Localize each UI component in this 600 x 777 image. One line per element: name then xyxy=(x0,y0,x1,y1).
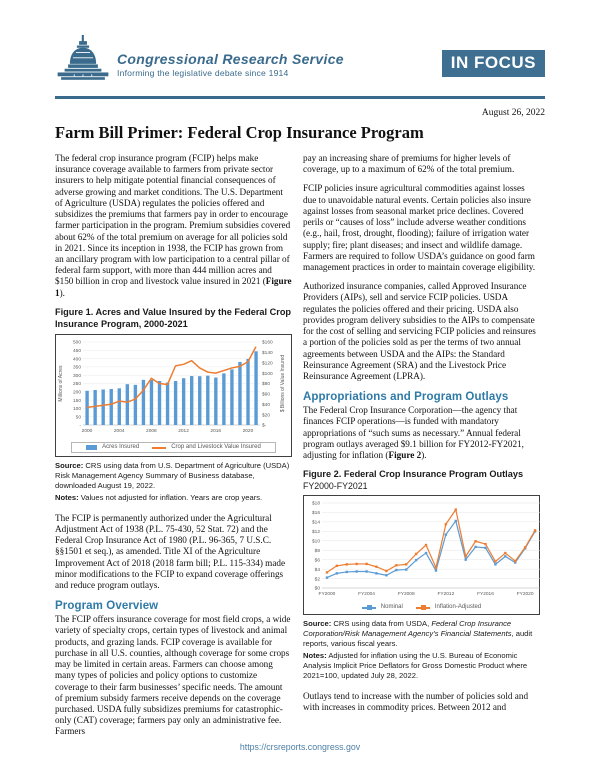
figure1-notes: Notes: Values not adjusted for inflation. Years are crop years. xyxy=(55,492,263,502)
svg-text:$6: $6 xyxy=(314,558,320,564)
svg-text:$100: $100 xyxy=(262,371,273,377)
inflation-adjusted-swatch-icon xyxy=(416,607,430,609)
svg-text:450: 450 xyxy=(72,348,81,354)
svg-text:100: 100 xyxy=(72,406,81,412)
svg-text:$-: $- xyxy=(262,423,267,429)
svg-text:$0: $0 xyxy=(314,586,320,592)
svg-text:2008: 2008 xyxy=(146,428,157,434)
acres-insured-swatch-icon xyxy=(86,445,97,450)
svg-text:2012: 2012 xyxy=(178,428,189,434)
svg-text:$60: $60 xyxy=(262,392,271,398)
figure2-notes: Notes: Adjusted for inflation using the U.S. Bureau of Economic Analysis Implicit Price Deflators for Gross Domestic Product where 2021=100, updated July 28, 2022. xyxy=(303,651,528,680)
svg-text:FY2004: FY2004 xyxy=(358,591,375,597)
svg-text:300: 300 xyxy=(72,373,81,379)
right-column xyxy=(303,153,540,746)
nominal-swatch-icon xyxy=(362,607,376,609)
figure2-subtitle: FY2000-FY2021 xyxy=(303,481,368,492)
in-focus-badge: IN FOCUS xyxy=(442,50,545,77)
legend-label-acres: Acres Insured xyxy=(102,443,140,450)
section-heading-program-overview: Program Overview xyxy=(55,600,159,613)
covered-perils-paragraph: FCIP policies insure agricultural commodities against losses due to unavoidable natural events. Certain policies also insure against losses from seasonal market price declines. Covered perils or “causes of loss” include adverse weather conditions (e.g., hail, frost, drought, flooding); failure of irrigation water supply; fire; plant diseases; and insect and wildlife damage. Farmers are required to follow USDA’s guidance on good farm management practices in order to maintain coverage eligibility. xyxy=(303,183,536,272)
svg-text:$80: $80 xyxy=(262,381,271,387)
figure1-reference: Figure 1 xyxy=(55,276,292,298)
svg-text:$14: $14 xyxy=(311,520,320,526)
svg-text:$10: $10 xyxy=(311,539,320,545)
left-column xyxy=(55,153,292,746)
svg-text:FY2012: FY2012 xyxy=(437,591,455,597)
svg-text:$8: $8 xyxy=(314,548,320,554)
svg-text:Millions of Acres: Millions of Acres xyxy=(58,365,64,402)
figure2-legend xyxy=(305,603,538,612)
page-title: Farm Bill Primer: Federal Crop Insurance Program xyxy=(55,123,424,142)
svg-text:$ Billions of Value Insured: $ Billions of Value Insured xyxy=(280,354,286,412)
org-name: Congressional Research Service xyxy=(117,50,344,67)
svg-text:$120: $120 xyxy=(262,361,273,367)
svg-text:350: 350 xyxy=(72,365,81,371)
section-heading-appropriations: Appropriations and Program Outlays xyxy=(303,391,509,404)
svg-text:50: 50 xyxy=(75,415,81,421)
intro-paragraph: The federal crop insurance program (FCIP) helps make insurance coverage available to farmers from private sector insurers to help mitigate potential financial consequences of adverse growing and market conditions. The U.S. Department of Agriculture (USDA) regulates the policies offered and subsidizes the premiums that farmers pay in order to encourage farmer participation in the program. Premium subsidies covered about 62% of the total premium on average for all policies sold in 2021. Since its inception in 1938, the FCIP has grown from an ancillary program with low participation to a central pillar of federal farm support, with more than 444 million acres and $150 billion in crop and livestock value insured in 2021 (Figure 1). xyxy=(55,153,292,298)
svg-text:FY2000: FY2000 xyxy=(318,591,336,597)
header xyxy=(55,34,545,143)
legend-label-nominal: Nominal xyxy=(380,604,403,611)
svg-text:FY2020: FY2020 xyxy=(516,591,534,597)
svg-text:$140: $140 xyxy=(262,350,273,356)
svg-text:$12: $12 xyxy=(311,529,320,535)
svg-text:500: 500 xyxy=(72,340,81,346)
figure1-chart xyxy=(55,334,292,458)
report-date: August 26, 2022 xyxy=(481,108,545,118)
aips-paragraph: Authorized insurance companies, called Approved Insurance Providers (AIPs), sell and service FCIP policies. USDA regulates the policies offered and their pricing. USDA also provides program delivery subsidies to the AIPs to compensate for the cost of selling and servicing FCIP policies and reinsures a portion of the policies sold as per the terms of two annual agreements between USDA and the AIPs: the Standard Reinsurance Agreement (SRA) and the Livestock Price Reinsurance Agreement (LPRA). xyxy=(303,281,536,381)
two-column-body xyxy=(55,153,545,746)
svg-text:$18: $18 xyxy=(311,501,320,507)
figure1-plot xyxy=(57,338,288,438)
footer xyxy=(0,742,600,752)
svg-text:FY2008: FY2008 xyxy=(397,591,415,597)
figure2-caption: Figure 2. Federal Crop Insurance Program Outlays xyxy=(303,469,524,480)
svg-text:$160: $160 xyxy=(262,340,273,346)
authorization-paragraph: The FCIP is permanently authorized under the Agricultural Adjustment Act of 1938 (P.L. 75-430, 52 Stat. 72) and the Federal Crop Insurance Act of 1980 (P.L. 96-365, 7 U.S.C. §§1501 et seq.), as amended. Title XI of the Agriculture Improvement Act of 2018 (2018 farm bill; P.L. 115-334) made minor modifications to the FCIP to expand coverage offerings and reduce program outlays. xyxy=(55,512,286,591)
figure2-chart xyxy=(303,495,540,616)
figure1-source: Source: CRS using data from U.S. Department of Agriculture (USDA) Risk Management Agency Summary of Business database, downloaded August 19, 2022. xyxy=(55,461,290,490)
legend-label-inflation: Inflation-Adjusted xyxy=(434,604,482,611)
figure2-plot xyxy=(305,499,546,600)
figure2-source: Source: CRS using data from USDA, Federal Crop Insurance Corporation/Risk Management Agency’s Financial Statements, audit reports, various fiscal years. xyxy=(303,619,533,649)
program-overview-paragraph: The FCIP offers insurance coverage for most field crops, a wide variety of specialty crops, certain types of livestock and animal products, and grazing lands. FCIP coverage is available for purchase in all U.S. counties, although coverage for some crops may be limited in certain areas. Farmers can choose among many types of policies and policy options to customize coverage to their farm businesses’ specific needs. The amount of premium subsidy farmers receive depends on the coverage purchased. USDA fully subsidizes premiums for catastrophic-only (CAT) coverage; farmers pay only an administrative fee. Farmers xyxy=(55,614,291,737)
svg-text:2016: 2016 xyxy=(210,428,222,434)
capitol-dome-icon xyxy=(55,35,111,96)
svg-text:$40: $40 xyxy=(262,402,271,408)
svg-text:150: 150 xyxy=(72,398,81,404)
svg-text:250: 250 xyxy=(72,381,81,387)
svg-text:$20: $20 xyxy=(262,413,271,419)
header-rule xyxy=(55,96,545,99)
footer-link[interactable]: https://crsreports.congress.gov xyxy=(239,742,361,752)
value-insured-swatch-icon xyxy=(152,447,166,449)
svg-text:2020: 2020 xyxy=(242,428,254,434)
figure1-caption: Figure 1. Acres and Value Insured by the Federal Crop Insurance Program, 2000-2021 xyxy=(55,306,292,329)
appropriations-paragraph: The Federal Crop Insurance Corporation—the agency that finances FCIP operations—is funded with mandatory appropriations of “such sums as necessary.” Annual federal program outlays averaged $9.1 billion for FY2012-FY2021, adjusting for inflation (Figure 2). xyxy=(303,405,524,461)
premium-share-paragraph: pay an increasing share of premiums for higher levels of coverage, up to a maximum of 62% of the total premium. xyxy=(303,153,515,175)
svg-text:200: 200 xyxy=(72,390,81,396)
svg-text:2000: 2000 xyxy=(81,428,93,434)
svg-text:-: - xyxy=(79,423,81,429)
svg-text:400: 400 xyxy=(72,357,81,363)
outlays-trend-paragraph: Outlays tend to increase with the number of policies sold and with increases in commodity prices. Between 2012 and xyxy=(303,690,529,712)
figure1-legend xyxy=(71,442,276,453)
svg-text:$2: $2 xyxy=(314,577,320,583)
org-tagline: Informing the legislative debate since 1914 xyxy=(117,68,289,79)
figure2-reference: Figure 2 xyxy=(388,450,422,461)
svg-text:$16: $16 xyxy=(311,511,320,517)
legend-label-value: Crop and Livestock Value Insured xyxy=(171,443,261,450)
svg-text:FY2016: FY2016 xyxy=(477,591,494,597)
svg-text:2004: 2004 xyxy=(113,428,125,434)
svg-text:$4: $4 xyxy=(314,567,320,573)
